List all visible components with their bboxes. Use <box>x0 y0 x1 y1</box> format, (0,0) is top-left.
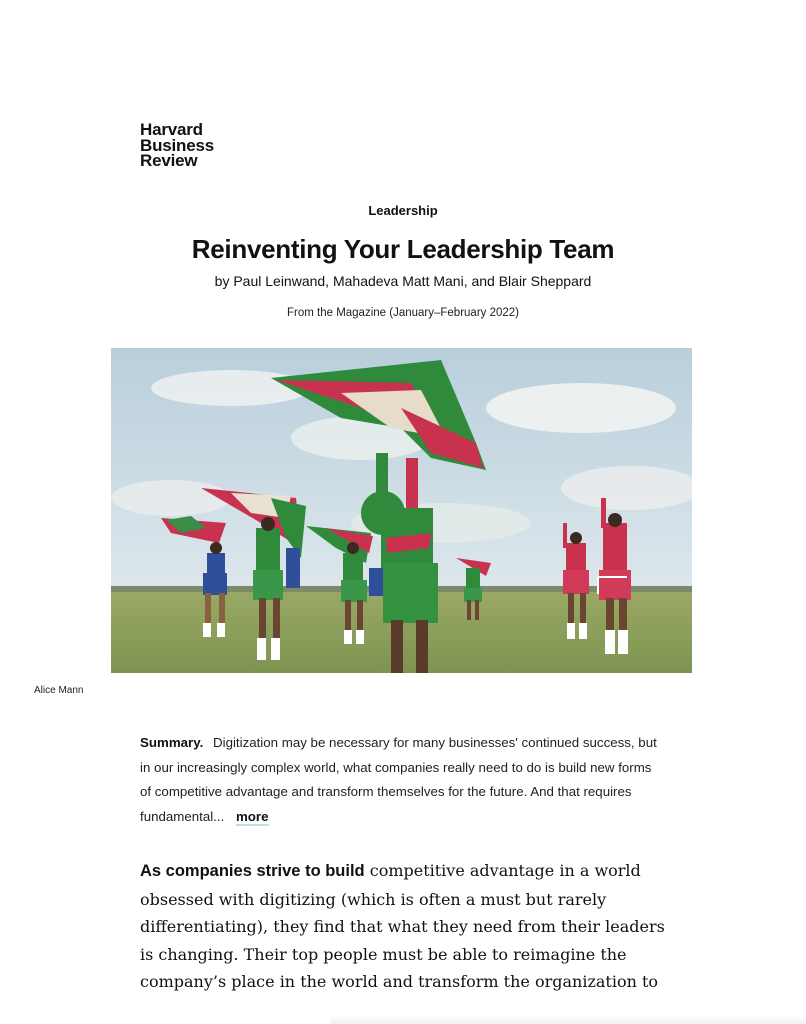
bottom-fade <box>330 1016 806 1024</box>
article-body-paragraph <box>140 857 670 996</box>
summary-text: Digitization may be necessary for many businesses' continued success, but in our increasingly complex world, what companies really need to do is build new forms of competitive advantage and transform themselves for the future. And that requires fundamental... <box>140 735 657 824</box>
article-byline: by Paul Leinwand, Mahadeva Matt Mani, and Blair Sheppard <box>214 273 592 289</box>
hbr-logo[interactable] <box>140 122 214 169</box>
image-credit: Alice Mann <box>34 685 84 696</box>
summary-more-link[interactable]: more <box>235 808 269 824</box>
logo-line-business: Business <box>140 135 214 155</box>
logo-line-review: Review <box>140 151 198 170</box>
hero-image <box>111 348 692 673</box>
summary-label: Summary. <box>140 735 204 750</box>
body-text: competitive advantage in a world obsessed with digitizing (which is often a must but rarely differentiating), they find that what they need from their leaders is changing. Their top people must be able to reimagine the company’s place in the world and transform the organization to <box>140 861 665 991</box>
topic-link[interactable]: Leadership <box>368 203 438 218</box>
body-lead-in: As companies strive to build <box>140 862 365 880</box>
article-summary <box>140 731 660 829</box>
article-title: Reinventing Your Leadership Team <box>191 234 615 264</box>
magazine-issue: From the Magazine (January–February 2022) <box>286 307 520 319</box>
logo-line-harvard: Harvard <box>140 120 203 139</box>
